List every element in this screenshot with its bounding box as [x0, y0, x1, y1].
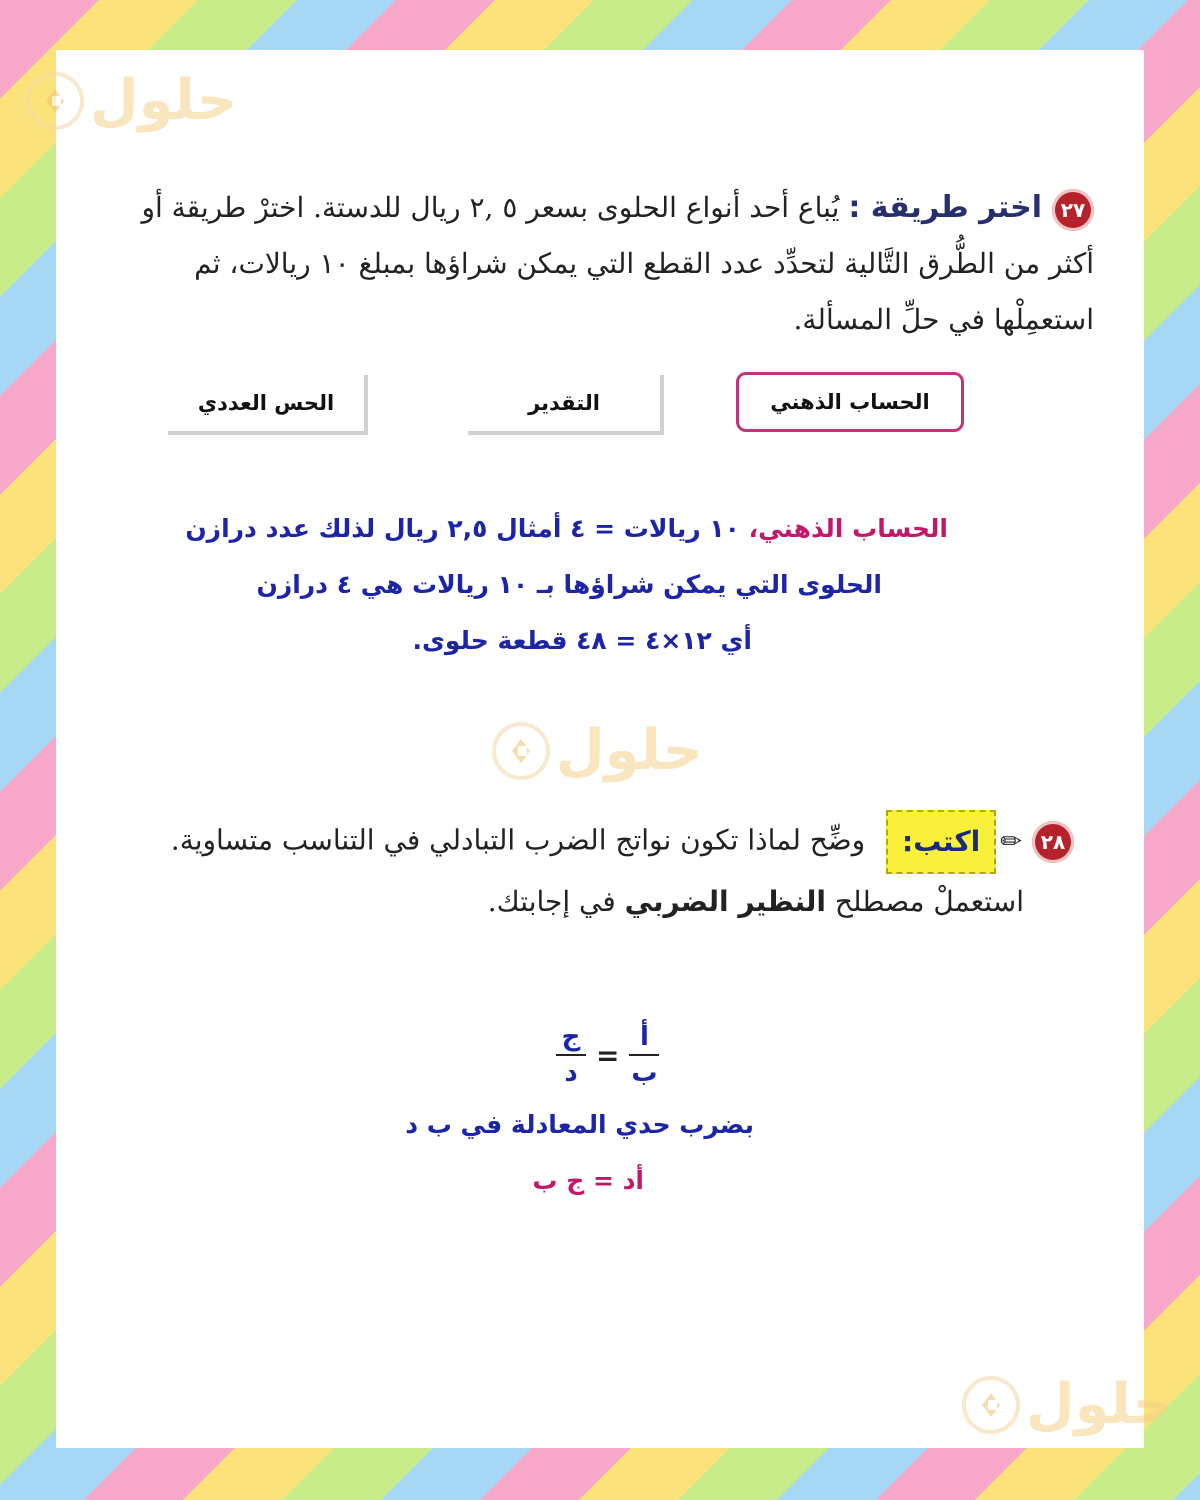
watermark-logo-top — [26, 68, 237, 133]
fraction-bar — [556, 1054, 586, 1056]
question-heading: اختر طريقة : — [848, 190, 1042, 225]
answer-27-line-2: الحلوى التي يمكن شراؤها بـ ١٠ ريالات هي ٤ درازن — [256, 570, 882, 599]
step-text: بضرب حدي المعادلة في ب د — [405, 1110, 754, 1139]
question-27-line-2: أكثر من الطُّرق التَّالية لتحدِّد عدد القطع التي يمكن شراؤها بمبلغ ١٠ ريالات، ثم — [194, 247, 1094, 280]
fraction-right — [556, 1022, 586, 1088]
question-text: يُباع أحد أنواع الحلوى بسعر ٥ ,٢ ريال للدستة. اخترْ طريقة أو — [141, 191, 840, 224]
answer-28-step-2: أد = ج ب — [532, 1166, 644, 1195]
question-28-line-1 — [74, 810, 1074, 874]
fraction-left — [629, 1022, 659, 1088]
watermark-logo-bottom — [962, 1372, 1173, 1437]
proportion-equation — [556, 1022, 659, 1088]
answer-text: ١٠ ريالات = ٤ أمثال ٢,٥ ريال لذلك عدد درازن — [185, 514, 749, 543]
numerator: ج — [561, 1022, 581, 1052]
denominator: ب — [631, 1058, 658, 1088]
question-number-badge: ٢٧ — [1052, 189, 1094, 231]
question-28-line-2 — [74, 874, 1074, 930]
denominator: د — [564, 1058, 578, 1088]
document-icon — [492, 722, 550, 780]
equals-sign: = — [596, 1038, 620, 1072]
fraction-bar — [629, 1054, 659, 1056]
document-icon — [26, 72, 84, 130]
key-term: النظير الضربي — [624, 885, 827, 918]
method-estimate[interactable]: التقدير — [468, 375, 664, 435]
numerator: أ — [640, 1022, 649, 1052]
question-text: وضِّح لماذا تكون نواتج الضرب التبادلي في التناسب متساوية. — [170, 823, 866, 857]
watermark-text: حلول — [90, 68, 237, 133]
question-text-part: في إجابتك. — [487, 885, 625, 918]
question-28 — [74, 810, 1074, 930]
answer-27-line-3: أي ١٢×٤ = ٤٨ قطعة حلوى. — [412, 626, 752, 655]
pencil-kid-icon: ✏ — [1000, 827, 1022, 857]
question-number-badge: ٢٨ — [1032, 821, 1074, 863]
question-27-line-3: استعمِلْها في حلِّ المسألة. — [793, 303, 1094, 336]
method-number-sense[interactable]: الحس العددي — [168, 375, 368, 435]
document-icon — [962, 1376, 1020, 1434]
question-27 — [104, 180, 1094, 348]
question-27-line-1 — [104, 180, 1094, 236]
question-text-part: استعملْ مصطلح — [826, 885, 1024, 918]
page-card — [56, 50, 1173, 1448]
answer-27-line-1 — [185, 514, 948, 543]
answer-label: الحساب الذهني، — [748, 514, 948, 543]
write-label: اكتب: — [886, 810, 996, 874]
method-mental-math[interactable]: الحساب الذهني — [736, 372, 964, 432]
watermark-logo-middle — [492, 718, 703, 783]
watermark-text: حلول — [1026, 1372, 1173, 1437]
watermark-text: حلول — [556, 718, 703, 783]
answer-28-step-1 — [405, 1110, 754, 1139]
